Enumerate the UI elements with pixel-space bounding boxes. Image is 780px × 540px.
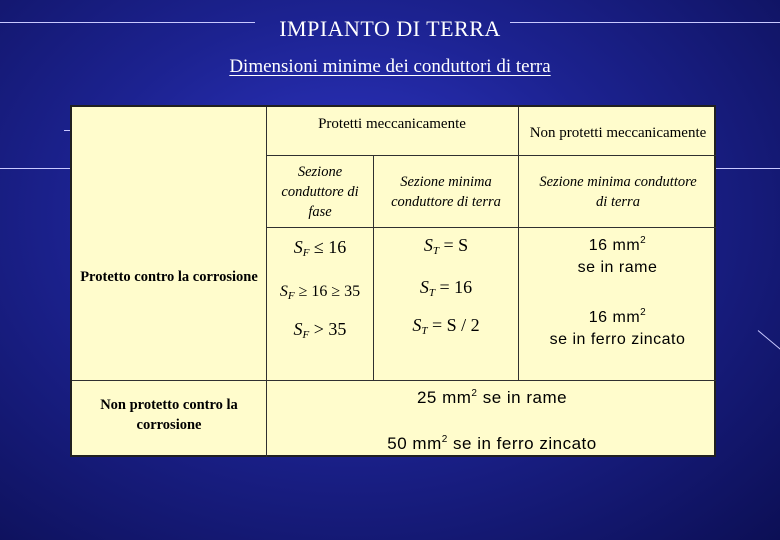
np-value-ferro bbox=[519, 305, 716, 353]
grid-line bbox=[266, 107, 267, 457]
grid-line bbox=[518, 155, 716, 156]
formula-subscript: T bbox=[432, 245, 439, 257]
page-subtitle: Dimensioni minime dei conduttori di terra bbox=[229, 56, 551, 77]
header-protetti-label: Protetti meccanicamente bbox=[318, 115, 466, 132]
conductor-table bbox=[70, 105, 716, 457]
subheader-sezione-terra bbox=[380, 159, 512, 225]
grid-line bbox=[373, 155, 374, 380]
formula-symbol: S bbox=[279, 282, 288, 300]
np-value-rame bbox=[519, 233, 716, 281]
subheader-sezione-terra-np-label: Sezione minima conduttore di terra bbox=[539, 174, 697, 210]
formula-subscript: F bbox=[302, 247, 310, 259]
subheader-sezione-fase bbox=[272, 159, 368, 225]
decor-line-right bbox=[716, 168, 780, 169]
np-value-ferro-text: se in ferro zincato bbox=[549, 331, 686, 348]
formula-st-1 bbox=[374, 231, 518, 261]
formula-relation: ≤ 16 bbox=[313, 237, 347, 257]
formula-symbol: S bbox=[293, 319, 303, 339]
np-value-rame-text: se in rame bbox=[577, 259, 658, 276]
r2-value-ferro-text: se in ferro zincato bbox=[447, 434, 597, 453]
formula-relation: = 16 bbox=[439, 277, 473, 297]
decor-diagonal bbox=[758, 330, 780, 350]
formula-subscript: T bbox=[421, 325, 428, 337]
np-value-ferro-sup: 2 bbox=[640, 307, 647, 318]
np-value-ferro-amount: 16 mm bbox=[588, 309, 641, 326]
subheader-sezione-terra-np bbox=[534, 159, 702, 225]
header-non-protetti bbox=[528, 111, 708, 155]
formula-relation: = S bbox=[443, 235, 469, 255]
formula-st-3 bbox=[374, 311, 518, 341]
row-label-non-protetto bbox=[74, 385, 264, 445]
formula-relation: = S / 2 bbox=[431, 315, 480, 335]
grid-line bbox=[266, 227, 716, 228]
r2-value-rame-text: se in rame bbox=[477, 388, 568, 407]
row-label-protetto-text: Protetto contro la corrosione bbox=[80, 269, 258, 285]
np-value-rame-amount: 16 mm bbox=[588, 237, 641, 254]
formula-subscript: T bbox=[428, 287, 435, 299]
formula-subscript: F bbox=[302, 329, 310, 341]
r2-value-rame-amount: 25 mm bbox=[416, 388, 472, 407]
r2-value-ferro bbox=[268, 431, 716, 457]
subheader-sezione-terra-label: Sezione minima conduttore di terra bbox=[391, 174, 501, 210]
formula-sf-1 bbox=[268, 233, 372, 263]
subheader-sezione-fase-label: Sezione conduttore di fase bbox=[281, 164, 359, 220]
formula-symbol: S bbox=[423, 235, 433, 255]
r2-value-rame bbox=[268, 385, 716, 411]
formula-symbol: S bbox=[293, 237, 303, 257]
grid-line bbox=[266, 155, 518, 156]
page-title: IMPIANTO DI TERRA bbox=[279, 16, 501, 41]
formula-symbol: S bbox=[419, 277, 429, 297]
grid-line bbox=[72, 380, 716, 381]
formula-relation: ≥ 16 ≥ 35 bbox=[298, 282, 361, 300]
formula-sf-2 bbox=[268, 277, 372, 307]
formula-subscript: F bbox=[287, 289, 295, 302]
r2-value-ferro-sup: 2 bbox=[441, 434, 448, 445]
formula-relation: > 35 bbox=[313, 319, 347, 339]
row-label-non-protetto-text: Non protetto contro la corrosione bbox=[100, 397, 238, 433]
decor-line-left bbox=[0, 168, 70, 169]
header-protetti bbox=[266, 107, 518, 141]
r2-value-rame-sup: 2 bbox=[471, 388, 478, 399]
r2-value-ferro-amount: 50 mm bbox=[387, 434, 442, 453]
formula-sf-3 bbox=[268, 315, 372, 345]
row-label-protetto bbox=[76, 247, 262, 307]
header-non-protetti-label: Non protetti meccanicamente bbox=[529, 124, 707, 141]
np-value-rame-sup: 2 bbox=[640, 235, 647, 246]
formula-st-2 bbox=[374, 273, 518, 303]
formula-symbol: S bbox=[412, 315, 422, 335]
